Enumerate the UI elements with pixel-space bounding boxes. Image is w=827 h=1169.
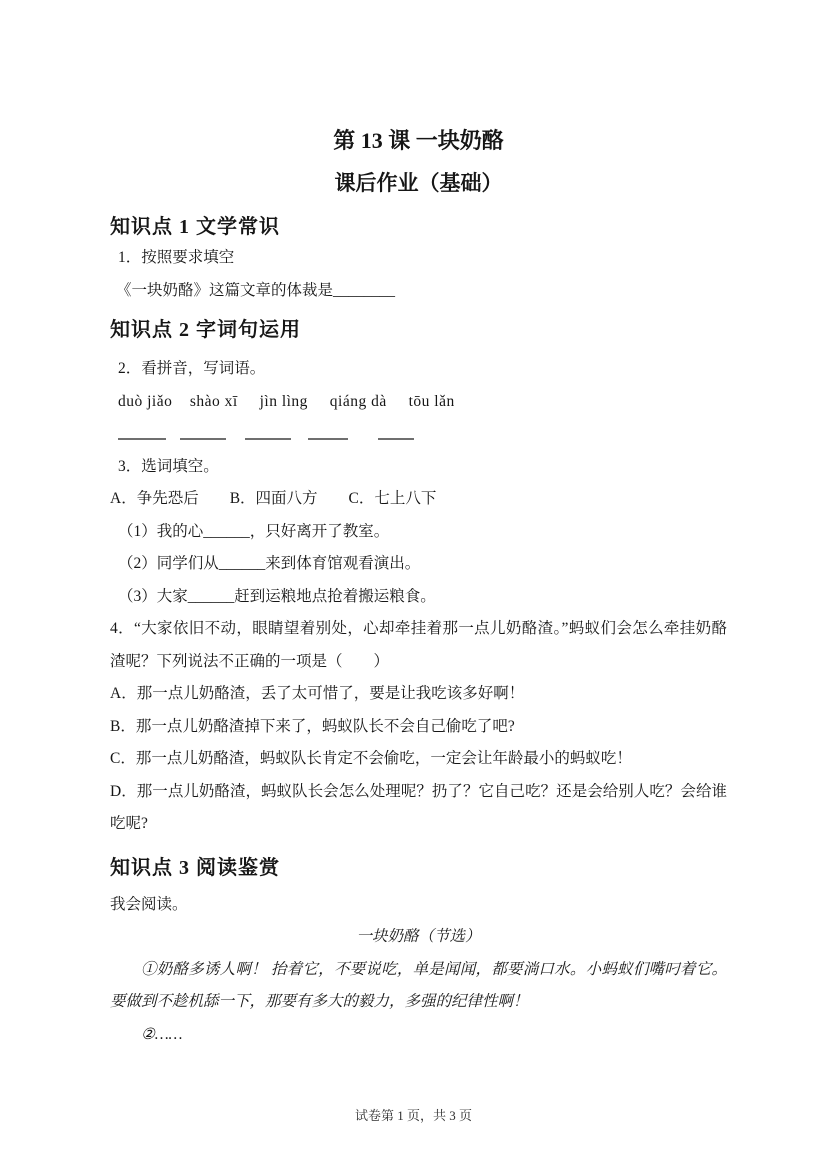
answer-blank-row: [118, 418, 727, 451]
answer-blank[interactable]: [118, 418, 166, 440]
question-2-label: 2．看拼音，写词语。: [118, 360, 266, 377]
kp2-heading: 知识点 2 字词句运用: [110, 319, 301, 341]
passage-title: 一块奶酪（节选）: [356, 928, 481, 945]
page-footer: 试卷第 1 页，共 3 页: [354, 1108, 472, 1123]
reading-intro: 我会阅读。: [110, 895, 188, 913]
question-3-options: A．争先恐后 B．四面八方 C．七上八下: [110, 490, 437, 507]
answer-blank[interactable]: [245, 418, 291, 440]
answer-blank[interactable]: [180, 418, 226, 440]
question-4-option-d: D．那一点儿奶酪渣，蚂蚁队长会怎么处理呢？扔了？它自己吃？还是会给别人吃？会给谁吃呢?: [110, 782, 727, 832]
kp3-heading: 知识点 3 阅读鉴赏: [110, 856, 280, 879]
doc-title: 第 13 课 一块奶酪: [333, 128, 504, 153]
question-4-option-c: C．那一点儿奶酪渣，蚂蚁队长肯定不会偷吃，一定会让年龄最小的蚂蚁吃！: [110, 750, 632, 767]
passage-paragraph-2: ②……: [141, 1025, 183, 1043]
question-2-pinyin: duò jiǎo shào xī jìn lìng qiáng dà tōu lǎn: [118, 392, 455, 410]
question-4-option-b: B．那一点儿奶酪渣掉下来了，蚂蚁队长不会自己偷吃了吧?: [110, 717, 515, 735]
question-3-label: 3．选词填空。: [118, 457, 219, 475]
question-3-item-2: （2）同学们从______来到体育馆观看演出。: [118, 555, 421, 572]
question-4-stem: 4．“大家依旧不动，眼睛望着别处，心却牵挂着那一点儿奶酪渣。”蚂蚁们会怎么牵挂奶酪渣呢？下列说法不正确的一项是（ ）: [110, 620, 727, 670]
doc-subtitle: 课后作业（基础）: [334, 171, 503, 195]
question-3-item-1: （1）我的心______，只好离开了教室。: [118, 522, 390, 540]
answer-blank[interactable]: [308, 418, 348, 440]
question-3-item-3: （3）大家______赶到运粮地点抢着搬运粮食。: [118, 587, 436, 605]
kp1-heading: 知识点 1 文学常识: [110, 216, 280, 238]
passage-paragraph-1: ①奶酪多诱人啊！ 抬着它，不要说吃，单是闻闻，都要淌口水。小蚂蚁们嘴叼着它。要做到不趁机舔一下，那要有多大的毅力，多强的纪律性啊！: [110, 960, 727, 1010]
question-1-label: 1．按照要求填空: [118, 249, 235, 266]
question-1-fill: 《一块奶酪》这篇文章的体裁是________: [116, 281, 396, 299]
question-4-option-a: A．那一点儿奶酪渣，丢了太可惜了，要是让我吃该多好啊！: [110, 685, 525, 702]
answer-blank[interactable]: [378, 418, 414, 440]
